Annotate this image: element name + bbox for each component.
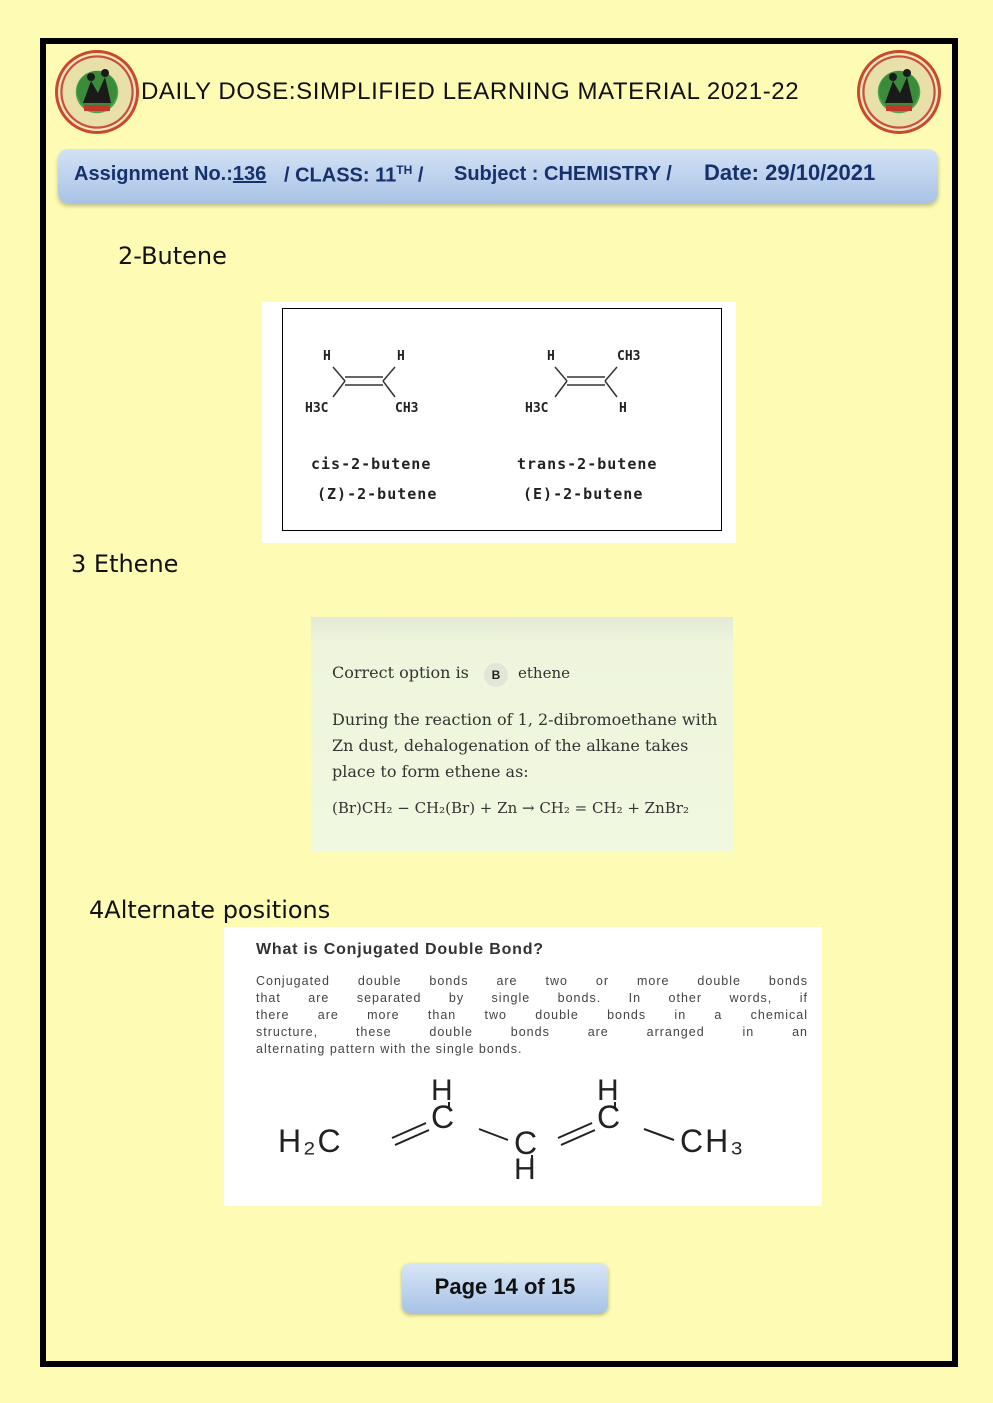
reaction-equation: (Br)CH₂ − CH₂(Br) + Zn → CH₂ = CH₂ + ZnBr₂ <box>332 799 689 817</box>
explanation-line-2: Zn dust, dehalogenation of the alkane takes <box>332 736 689 755</box>
school-emblem-icon <box>857 50 941 134</box>
formula-c3: C <box>597 1099 621 1135</box>
ethene-answer-card <box>311 617 733 852</box>
section-heading-butene: 2-Butene <box>118 242 227 270</box>
formula-ch3: CH₃ <box>680 1123 746 1159</box>
option-text: ethene <box>518 664 570 682</box>
class-label: / CLASS: 11TH / <box>284 163 424 187</box>
cis-top-right: H <box>397 349 405 364</box>
option-badge: B <box>484 663 508 687</box>
cis-name: cis-2-butene <box>311 455 432 473</box>
conjugated-bond-card <box>224 927 822 1206</box>
cis-top-left: H <box>323 349 331 364</box>
trans-e-name: (E)-2-butene <box>523 485 644 503</box>
assignment-number: 136 <box>232 163 267 185</box>
formula-h2: H <box>514 1153 536 1186</box>
conjugated-paragraph: Conjugated double bonds are two or more double bonds that are separated by single bonds. In other words, if there are more than two double bonds in a chemical structure, these double bonds are arranged in an alternating pattern with the single bonds. <box>256 974 808 1056</box>
formula-h2c: H₂C <box>278 1123 343 1159</box>
conjugated-title: What is Conjugated Double Bond? <box>256 941 544 958</box>
explanation-line-3: place to form ethene as: <box>332 762 529 781</box>
trans-top-left: H <box>547 349 555 364</box>
date-label: Date: 29/10/2021 <box>704 160 876 185</box>
subject-label: Subject : CHEMISTRY / <box>454 163 672 185</box>
explanation-line-1: During the reaction of 1, 2-dibromoethane with <box>332 710 718 729</box>
cis-z-name: (Z)-2-butene <box>317 485 438 503</box>
school-emblem-icon <box>55 50 139 134</box>
assignment-label: Assignment No.:136 <box>74 163 267 185</box>
cis-bottom-left: H3C <box>305 401 329 416</box>
trans-name: trans-2-butene <box>517 455 658 473</box>
cis-bottom-right: CH3 <box>395 401 419 416</box>
trans-bottom-left: H3C <box>525 401 549 416</box>
formula-c2: C <box>514 1125 538 1161</box>
assignment-bar <box>58 149 938 203</box>
section-heading-alternate: 4Alternate positions <box>89 896 331 924</box>
formula-c1: C <box>431 1099 455 1135</box>
section-heading-ethene: 3 Ethene <box>71 550 179 578</box>
butene-figure <box>262 302 736 543</box>
formula-h3: H <box>597 1074 619 1107</box>
trans-top-right: CH3 <box>617 349 641 364</box>
formula-h1: H <box>431 1074 453 1107</box>
page-number-badge: Page 14 of 15 <box>402 1263 608 1313</box>
correct-option-label: Correct option is <box>332 663 469 682</box>
page-title: DAILY DOSE:SIMPLIFIED LEARNING MATERIAL 2021-22 <box>141 78 800 105</box>
trans-bottom-right: H <box>619 401 627 416</box>
